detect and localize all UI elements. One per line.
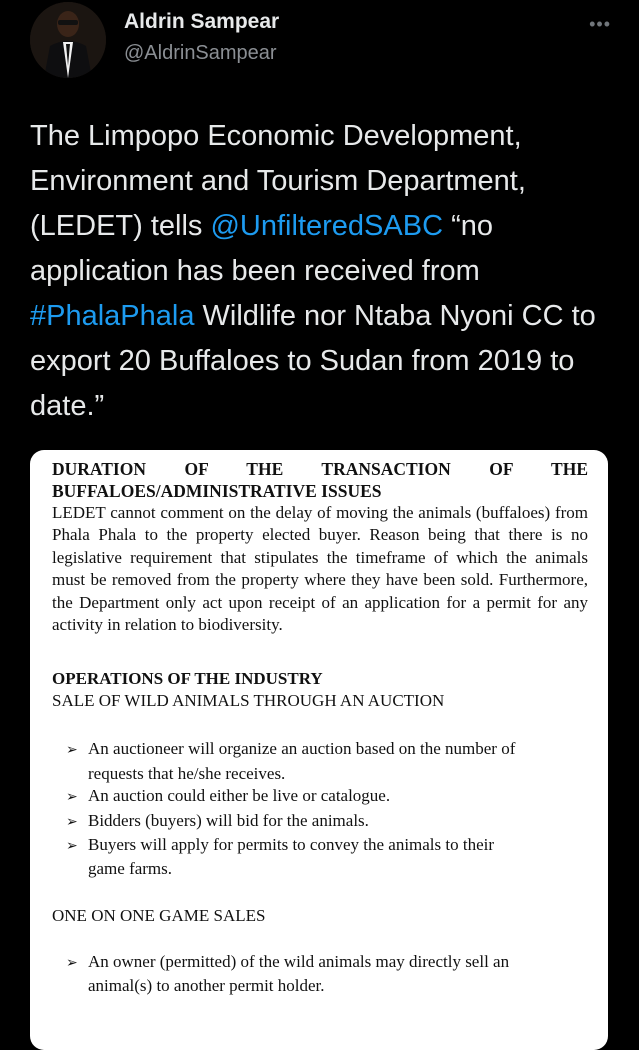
list-item-text: An auctioneer will organize an auction based on the number of requests that he/she receives. [88,739,516,783]
arrow-bullet-icon: ➢ [66,743,78,759]
auction-list [52,738,588,880]
document-image[interactable] [30,450,608,1050]
section-title: BUFFALOES/ADMINISTRATIVE ISSUES [52,481,382,501]
avatar-image-icon [30,2,106,78]
tweet-header [0,0,639,100]
one-on-one-list [52,951,588,998]
more-options-icon[interactable]: ••• [589,14,611,34]
section-subheading: SALE OF WILD ANIMALS THROUGH AN AUCTION [52,691,445,711]
hashtag-link[interactable]: #PhalaPhala [30,300,195,332]
list-item [66,951,528,998]
tweet-text [30,114,630,429]
avatar[interactable] [30,2,106,78]
author-handle[interactable]: @AldrinSampear [124,42,277,64]
list-item [66,810,528,834]
arrow-bullet-icon: ➢ [66,955,78,971]
arrow-bullet-icon: ➢ [66,839,78,855]
tweet-text-part: “no application has been received from [30,210,493,287]
arrow-bullet-icon: ➢ [66,814,78,830]
section-body: LEDET cannot comment on the delay of moving the animals (buffaloes) from Phala Phala to the property elected buyer. Reason being that there is no legislative requirement that stipulates the timeframe of which the animals must be removed from the property where they have been sold. Furthermore, the Department only act upon receipt of an application for a permit for any activity in relation to biodiversity. [52,503,588,635]
list-item-text: An auction could either be live or catalogue. [88,786,391,806]
list-item [66,738,528,785]
list-item [66,785,528,809]
list-item-text: Bidders (buyers) will bid for the animals. [88,810,369,830]
author-name[interactable]: Aldrin Sampear [124,10,280,33]
tweet-text-part: Wildlife nor Ntaba Nyoni CC to export 20 Buffaloes to Sudan from 2019 to date.” [30,300,596,422]
list-item-text: An owner (permitted) of the wild animals may directly sell an animal(s) to another permit holder. [88,951,510,996]
tweet-text-part: The Limpopo Economic Development, Environment and Tourism Department, (LEDET) tells [30,120,526,242]
section-subheading: ONE ON ONE GAME SALES [52,905,266,925]
list-item [66,834,528,881]
arrow-bullet-icon: ➢ [66,790,78,806]
section-heading: OPERATIONS OF THE INDUSTRY [52,669,323,689]
mention-link[interactable]: @UnfilteredSABC [210,210,444,242]
section-title: DURATION OF THE TRANSACTION OF THE [52,459,588,479]
list-item-text: Buyers will apply for permits to convey the animals to their game farms. [88,835,495,879]
document-content [30,450,608,998]
